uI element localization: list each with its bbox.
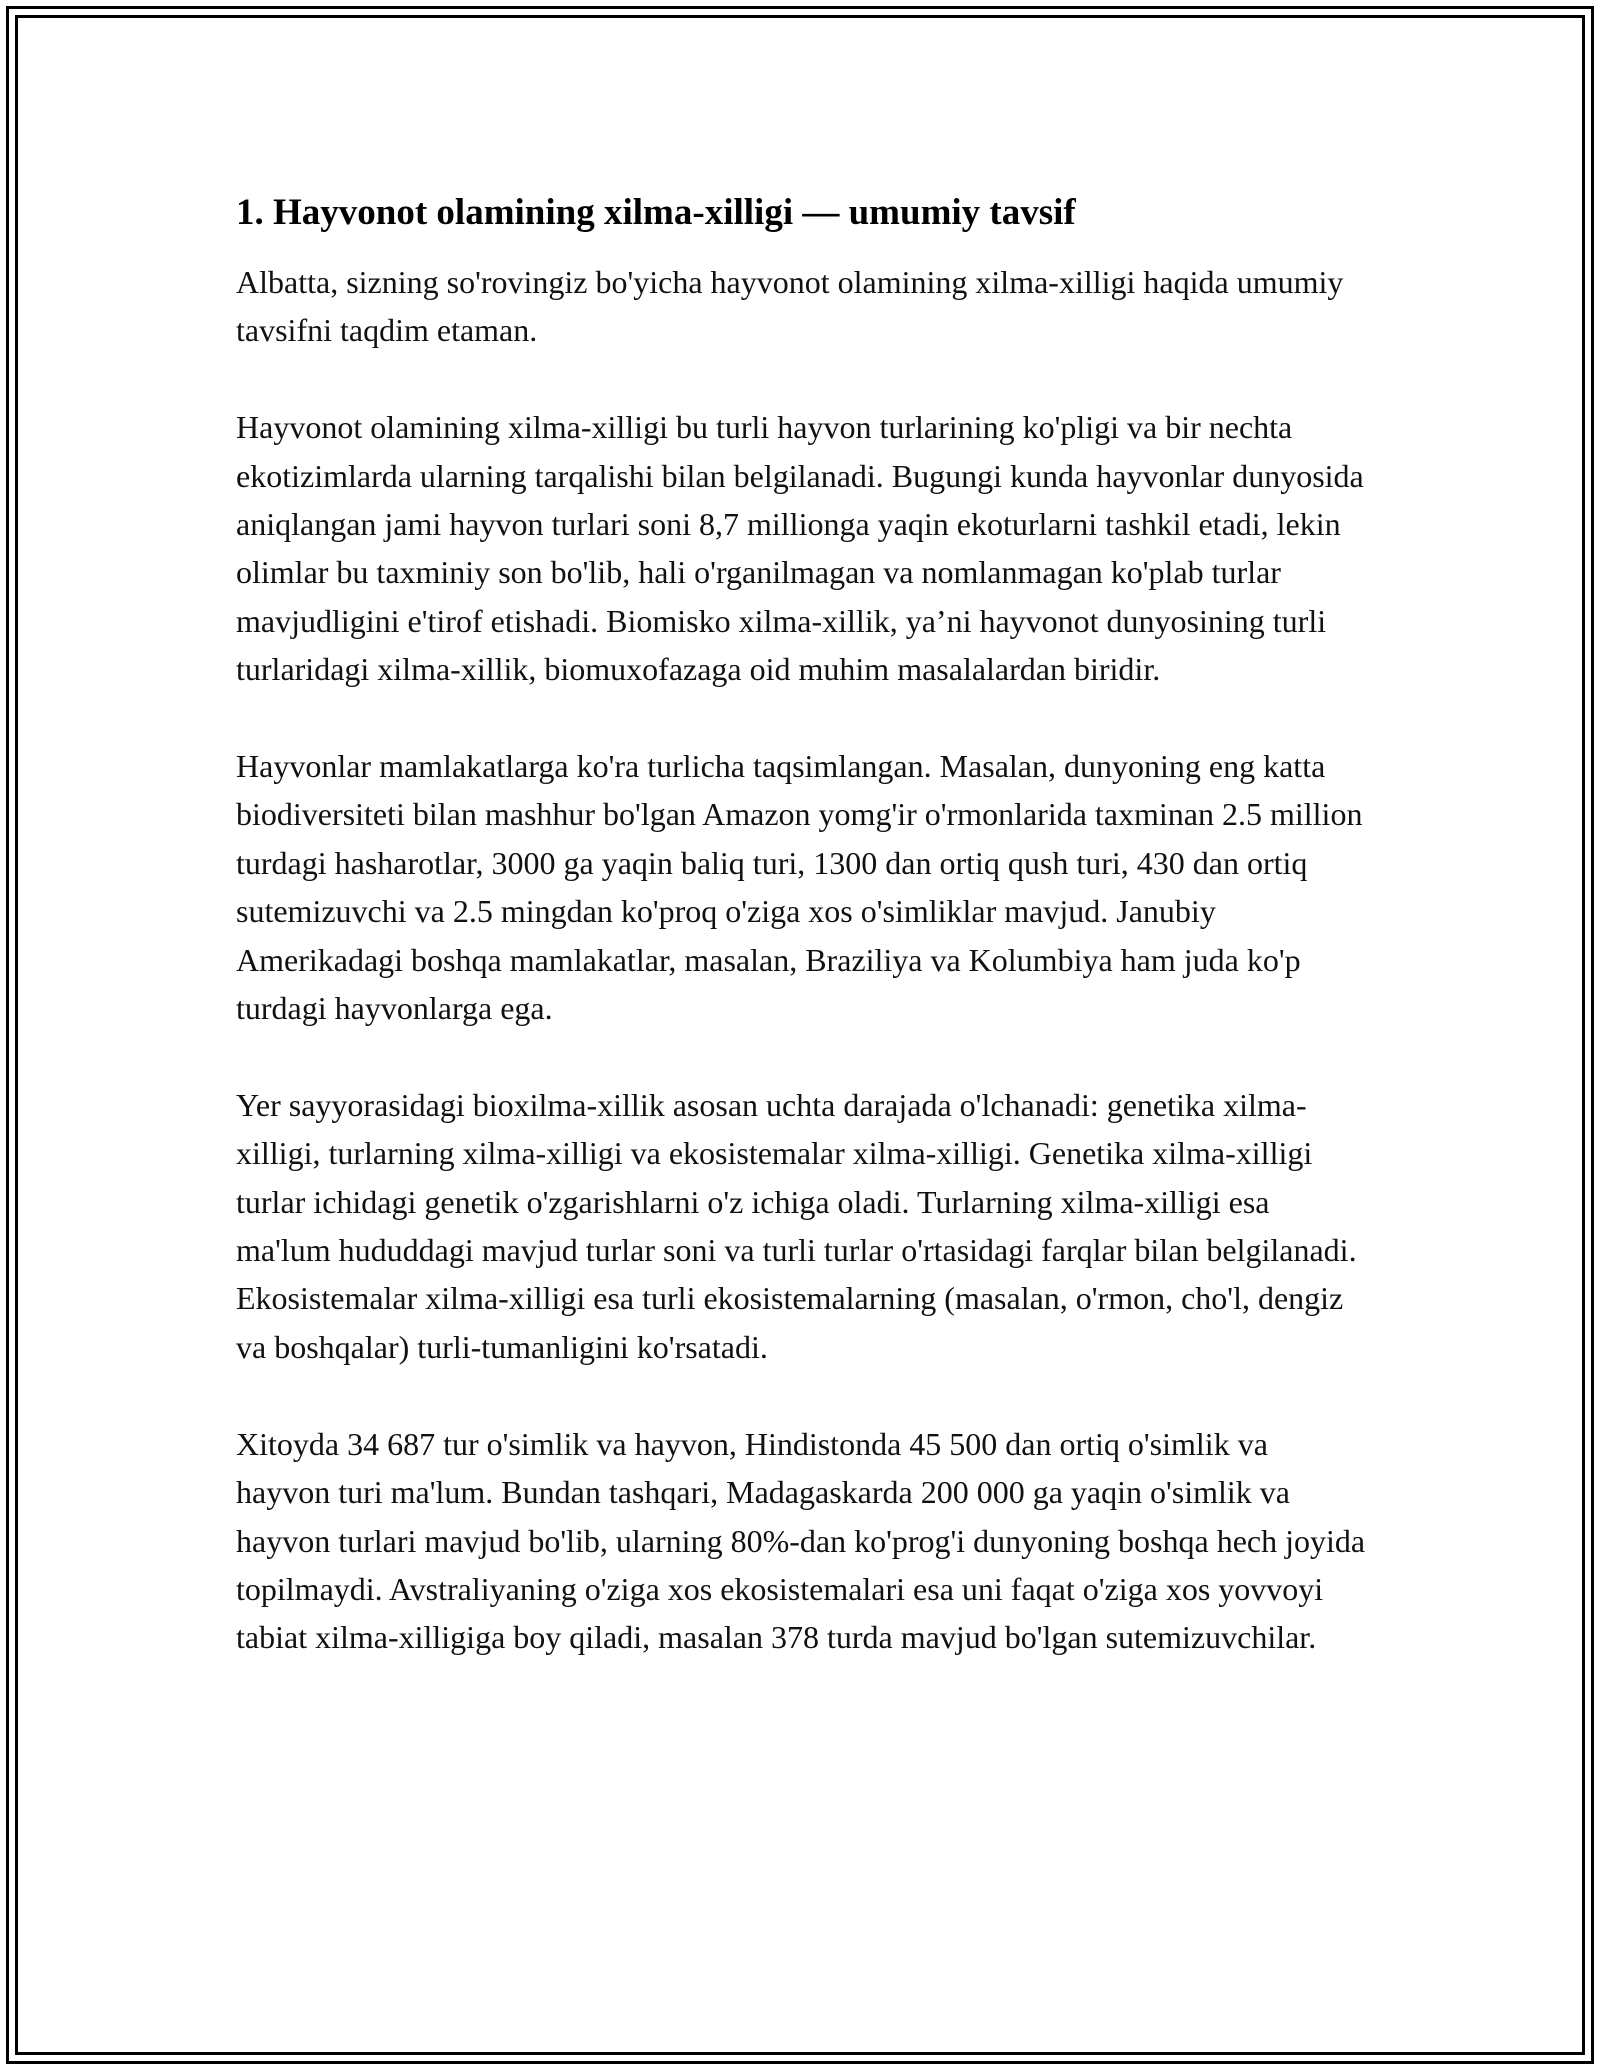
paragraph-species-count: Hayvonot olamining xilma-xilligi bu turli hayvon turlarining ko'pligi va bir nechta ekotizimlarda ularning tarqalishi bilan belgilanadi. Bugungi kunda hayvonlar dunyosida aniqlangan jami hayvon turlari soni 8,7 millionga yaqin ekoturlarni tashkil etadi, lekin olimlar bu taxminiy son bo'lib, hali o'rganilmagan va nomlanmagan ko'plab turlar mavjudligini e'tirof etishadi. Biomisko xilma-xillik, ya’ni hayvonot dunyosining turli turlaridagi xilma-xillik, biomuxofazaga oid muhim masalalardan biridir. (236, 409, 1364, 688)
paragraph-amazon: Hayvonlar mamlakatlarga ko'ra turlicha taqsimlangan. Masalan, dunyoning eng katta biodiversiteti bilan mashhur bo'lgan Amazon yomg'ir o'rmonlarida taxminan 2.5 million turdagi hasharotlar, 3000 ga yaqin baliq turi, 1300 dan ortiq qush turi, 430 dan ortiq sutemizuvchi va 2.5 mingdan ko'proq o'ziga xos o'simliklar mavjud. Janubiy Amerikadagi boshqa mamlakatlar, masalan, Braziliya va Kolumbiya ham juda ko'p turdagi hayvonlarga ega. (236, 748, 1363, 1027)
paragraph-country-stats: Xitoyda 34 687 tur o'simlik va hayvon, Hindistonda 45 500 dan ortiq o'simlik va hayvon turi ma'lum. Bundan tashqari, Madagaskarda 200 000 ga yaqin o'simlik va hayvon turlari mavjud bo'lib, ularning 80%-dan ko'prog'i dunyoning boshqa hech joyida topilmaydi. Avstraliyaning o'ziga xos ekosistemalari esa uni faqat o'ziga xos yovvoyi tabiat xilma-xilligiga boy qiladi, masalan 378 turda mavjud bo'lgan sutemizuvchilar. (236, 1425, 1366, 1656)
document-body (236, 188, 1366, 1710)
paragraph-biodiversity-levels: Yer sayyorasidagi bioxilma-xillik asosan uchta darajada o'lchanadi: genetika xilma-xilligi, turlarning xilma-xilligi va ekosistemalar xilma-xilligi. Genetika xilma-xilligi turlar ichidagi genetik o'zgarishlarni o'z ichiga oladi. Turlarning xilma-xilligi esa ma'lum hududdagi mavjud turlar soni va turli turlar o'rtasidagi farqlar bilan belgilanadi. Ekosistemalar xilma-xilligi esa turli ekosistemalarning (masalan, o'rmon, cho'l, dengiz va boshqalar) turli-tumanligini ko'rsatadi. (236, 1086, 1357, 1365)
paragraph-intro: Albatta, sizning so'rovingiz bo'yicha hayvonot olamining xilma-xilligi haqida umumiy tavsifni taqdim etaman. (236, 264, 1344, 349)
section-heading: 1. Hayvonot olamining xilma-xilligi — umumiy tavsif (236, 192, 1076, 233)
